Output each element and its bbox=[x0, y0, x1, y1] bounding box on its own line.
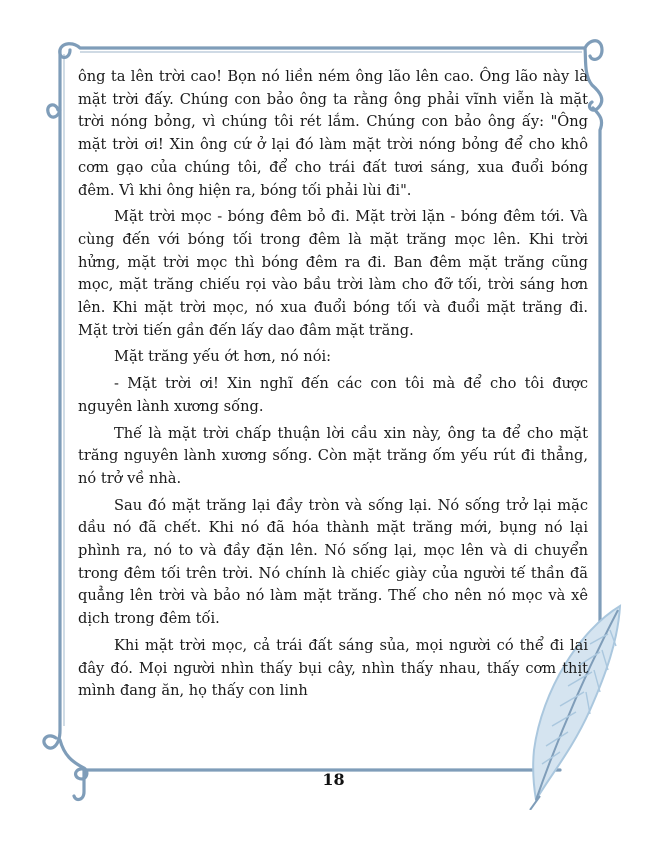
paragraph: Sau đó mặt trăng lại đầy tròn và sống lại. Nó sống trở lại mặc dầu nó đã chết. Khi nó đã hóa thành mặt trăng mới, bụng nó lại phình ra, nó to và đầy đặn lên. Nó sống lại, mọc lên và di chuyển trong đêm tối trên trời. Nó chính là chiếc giày của người tế thần đã quẳng lên trời và bảo nó làm mặt trăng. Thế cho nên nó mọc và xê dịch trong đêm tối. bbox=[78, 496, 588, 628]
paragraph: Khi mặt trời mọc, cả trái đất sáng sủa, mọi người có thể đi lại đây đó. Mọi người nhìn thấy bụi cây, nhìn thấy nhau, thấy cơm thịt mình đang ăn, họ thấy con linh bbox=[78, 636, 588, 700]
paragraph: Mặt trăng yếu ớt hơn, nó nói: bbox=[114, 348, 332, 366]
page-number: 18 bbox=[322, 770, 345, 789]
page-body-text bbox=[78, 66, 588, 707]
paragraph: Thế là mặt trời chấp thuận lời cầu xin này, ông ta để cho mặt trăng nguyên lành xương sống. Còn mặt trăng ốm yếu rút đi thẳng, nó trở về nhà. bbox=[78, 424, 588, 487]
paragraph: ông ta lên trời cao! Bọn nó liền ném ông lão lên cao. Ông lão này là mặt trời đấy. Chúng con bảo ông ta rằng ông phải vĩnh viễn là mặt trời nóng bỏng, vì chúng tôi rét lắm. Chúng con bảo ông ấy: "Ông mặt trời ơi! Xin ông cứ ở lại đó làm mặt trời nóng bỏng để cho khô cơm gạo của chúng tôi, để cho trái đất tươi sáng, xua đuổi bóng đêm. Vì khi ông hiện ra, bóng tối phải lùi đi". bbox=[78, 68, 588, 199]
paragraph: Mặt trời mọc - bóng đêm bỏ đi. Mặt trời lặn - bóng đêm tới. Và cùng đến với bóng tối trong đêm là mặt trăng mọc lên. Khi trời hửng, mặt trời mọc thì bóng đêm ra đi. Ban đêm mặt trăng cũng mọc, mặt trăng chiếu rọi vào bầu trời làm cho đỡ tối, trời sáng hơn lên. Khi mặt trời mọc, nó xua đuổi bóng tối và đuổi mặt trăng đi. Mặt trời tiến gần đến lấy dao đâm mặt trăng. bbox=[78, 208, 588, 339]
paragraph: - Mặt trời ơi! Xin nghĩ đến các con tôi mà để cho tôi được nguyên lành xương sống. bbox=[78, 375, 588, 415]
